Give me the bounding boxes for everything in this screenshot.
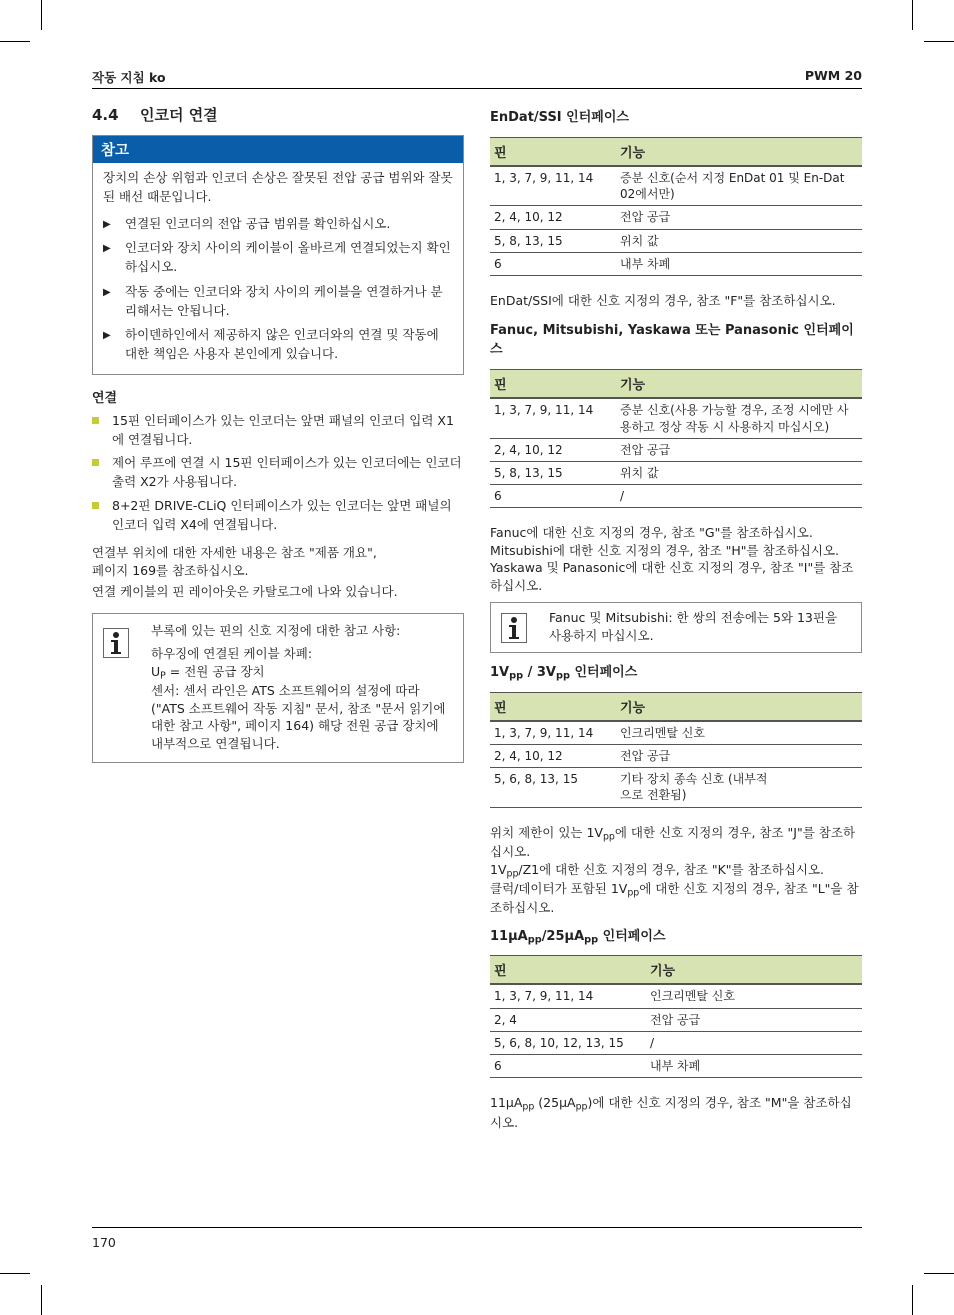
info-line: $U_P$ = 전원 공급 장치 xyxy=(151,663,265,682)
footer-rule xyxy=(92,1227,862,1228)
header-product: PWM 20 xyxy=(804,68,862,83)
table-row: 6 내부 차폐 xyxy=(490,1054,862,1077)
crop-mark xyxy=(41,0,42,30)
triangle-bullet-icon: ▶ xyxy=(103,243,111,255)
table-row: 2, 4, 10, 12 전압 공급 xyxy=(490,206,862,229)
vpp-table xyxy=(490,692,862,808)
section-title: 인코더 연결 xyxy=(140,106,218,124)
paragraph: 연결 케이블의 핀 레이아웃은 카탈로그에 나와 있습니다. xyxy=(92,584,398,600)
section-number: 4.4 xyxy=(92,106,119,124)
table-row: 6 내부 차폐 xyxy=(490,252,862,275)
note-intro: 장치의 손상 위험과 인코더 손상은 잘못된 전압 공급 범위와 잘못된 배선 때문입니다. xyxy=(103,170,453,204)
header-rule xyxy=(92,88,862,89)
crop-mark xyxy=(924,41,954,42)
square-bullet-icon xyxy=(92,459,99,466)
fanuc-heading: Fanuc, Mitsubishi, Yaskawa 또는 Panasonic 인터페이스 xyxy=(490,323,854,358)
right-column xyxy=(490,104,862,1135)
uapp-heading: 11µA$_{pp}$/25µA$_{pp}$ 인터페이스 xyxy=(490,928,666,946)
square-bullet-icon xyxy=(92,417,99,424)
table-header-row: 핀 기능 xyxy=(490,956,862,985)
fanuc-table xyxy=(490,369,862,508)
crop-mark xyxy=(0,1273,30,1274)
crop-mark xyxy=(41,1285,42,1315)
square-bullet-icon xyxy=(92,502,99,509)
table-row: 2, 4 전압 공급 xyxy=(490,1008,862,1031)
info-line: 부록에 있는 핀의 신호 지정에 대한 참고 사항: xyxy=(151,622,401,638)
info-note xyxy=(92,613,464,763)
crop-mark xyxy=(912,0,913,30)
table-row: 1, 3, 7, 9, 11, 14 증분 신호(순서 지정 EnDat 01 및 En-Dat 02에서만) xyxy=(490,166,862,206)
table-row: 1, 3, 7, 9, 11, 14 인크리멘탈 신호 xyxy=(490,721,862,745)
vpp-heading: $1V_{pp} / 3V_{pp}$ 인터페이스 xyxy=(490,665,638,682)
table-header-row: 핀 기능 xyxy=(490,692,862,721)
table-row: 5, 8, 13, 15 위치 값 xyxy=(490,462,862,485)
paragraph: 위치 제한이 있는 $1V_{pp}$에 대한 신호 지정의 경우, 참조 "J"를 참조하십시오. xyxy=(490,824,856,860)
uapp-table xyxy=(490,955,862,1078)
triangle-bullet-icon: ▶ xyxy=(103,286,111,298)
endat-table xyxy=(490,137,862,276)
crop-mark xyxy=(0,41,30,42)
info-text: Fanuc 및 Mitsubishi: 한 쌍의 전송에는 5와 13핀을 사용하지 마십시오. xyxy=(549,610,838,643)
paragraph: 클럭/데이터가 포함된 $1V_{pp}$에 대한 신호 지정의 경우, 참조 "L"을 참조하십시오. xyxy=(490,881,859,916)
info-line: 센서: 센서 라인은 ATS 소프트웨어의 설정에 따라("ATS 소프트웨어 작동 지침" 문서, 참조 "문서 읽기에 대한 참고 사항", 페이지 164) 해당 전원 공급 장치에 내부적으로 연결됩니다. xyxy=(151,683,446,751)
note-item: ▶ 하이덴하인에서 제공하지 않은 인코더와의 연결 및 작동에 대한 책임은 사용자 본인에게 있습니다. xyxy=(103,326,453,364)
paragraph: $1V_{pp}/Z1$에 대한 신호 지정의 경우, 참조 "K"를 참조하십시오. xyxy=(490,861,825,879)
triangle-bullet-icon: ▶ xyxy=(103,218,111,230)
table-header-row: 핀 기능 xyxy=(490,138,862,167)
info-note xyxy=(490,602,862,653)
section-heading xyxy=(92,104,464,125)
paragraph: Mitsubishi에 대한 신호 지정의 경우, 참조 "H"를 참조하십시오. xyxy=(490,542,839,558)
paragraph: 11µA$_{pp}$ (25µA$_{pp}$)에 대한 신호 지정의 경우, 참조 "M"을 참조하십시오. xyxy=(490,1095,852,1130)
table-row: 2, 4, 10, 12 전압 공급 xyxy=(490,745,862,768)
page-number: 170 xyxy=(92,1235,116,1250)
note-item: ▶ 작동 중에는 인코더와 장치 사이의 케이블을 연결하거나 분리해서는 안됩니다. xyxy=(103,283,453,321)
table-header-row: 핀 기능 xyxy=(490,370,862,399)
info-icon xyxy=(103,628,129,658)
note-item: ▶ 연결된 인코더의 전압 공급 범위를 확인하십시오. xyxy=(103,215,453,234)
list-item: 15핀 인터페이스가 있는 인코더는 앞면 패널의 인코더 입력 X1에 연결됩니다. xyxy=(92,412,464,450)
paragraph: Fanuc에 대한 신호 지정의 경우, 참조 "G"를 참조하십시오. xyxy=(490,525,813,541)
paragraph: 연결부 위치에 대한 자세한 내용은 참조 "제품 개요", 페이지 169를 참조하십시오. xyxy=(92,545,377,578)
caution-note xyxy=(92,135,464,375)
note-heading: 참고 xyxy=(93,136,463,163)
crop-mark xyxy=(924,1273,954,1274)
connection-heading: 연결 xyxy=(92,390,118,406)
note-item: ▶ 인코더와 장치 사이의 케이블이 올바르게 연결되었는지 확인하십시오. xyxy=(103,239,453,277)
table-row: 1, 3, 7, 9, 11, 14 증분 신호(사용 가능할 경우, 조정 시에만 사용하고 정상 작동 시 사용하지 마십시오) xyxy=(490,398,862,438)
page-header xyxy=(92,68,862,86)
crop-mark xyxy=(912,1285,913,1315)
paragraph: EnDat/SSI에 대한 신호 지정의 경우, 참조 "F"를 참조하십시오. xyxy=(490,292,836,308)
table-row: 5, 8, 13, 15 위치 값 xyxy=(490,229,862,252)
page-reference-link[interactable]: 페이지 169를 참조하십시오. xyxy=(92,562,249,578)
list-item: 8+2핀 DRIVE-CLiQ 인터페이스가 있는 인코더는 앞면 패널의 인코더 입력 X4에 연결됩니다. xyxy=(92,497,464,535)
endat-heading: EnDat/SSI 인터페이스 xyxy=(490,110,629,125)
list-item: 제어 루프에 연결 시 15핀 인터페이스가 있는 인코더에는 인코더 출력 X2가 사용됩니다. xyxy=(92,454,464,492)
table-row: 5, 6, 8, 13, 15 기타 장치 종속 신호 (내부적으로 전환됨) xyxy=(490,768,862,807)
table-row: 1, 3, 7, 9, 11, 14 인크리멘탈 신호 xyxy=(490,984,862,1008)
info-icon xyxy=(501,613,527,643)
table-row: 2, 4, 10, 12 전압 공급 xyxy=(490,438,862,461)
left-column xyxy=(92,104,464,763)
triangle-bullet-icon: ▶ xyxy=(103,330,111,342)
table-row: 6 / xyxy=(490,485,862,508)
info-line: 하우징에 연결된 케이블 차폐: xyxy=(151,646,313,662)
paragraph: Yaskawa 및 Panasonic에 대한 신호 지정의 경우, 참조 "I"를 참조하십시오. xyxy=(490,560,854,593)
header-doc-title: 작동 지침 ko xyxy=(92,70,166,85)
table-row: 5, 6, 8, 10, 12, 13, 15 / xyxy=(490,1031,862,1054)
